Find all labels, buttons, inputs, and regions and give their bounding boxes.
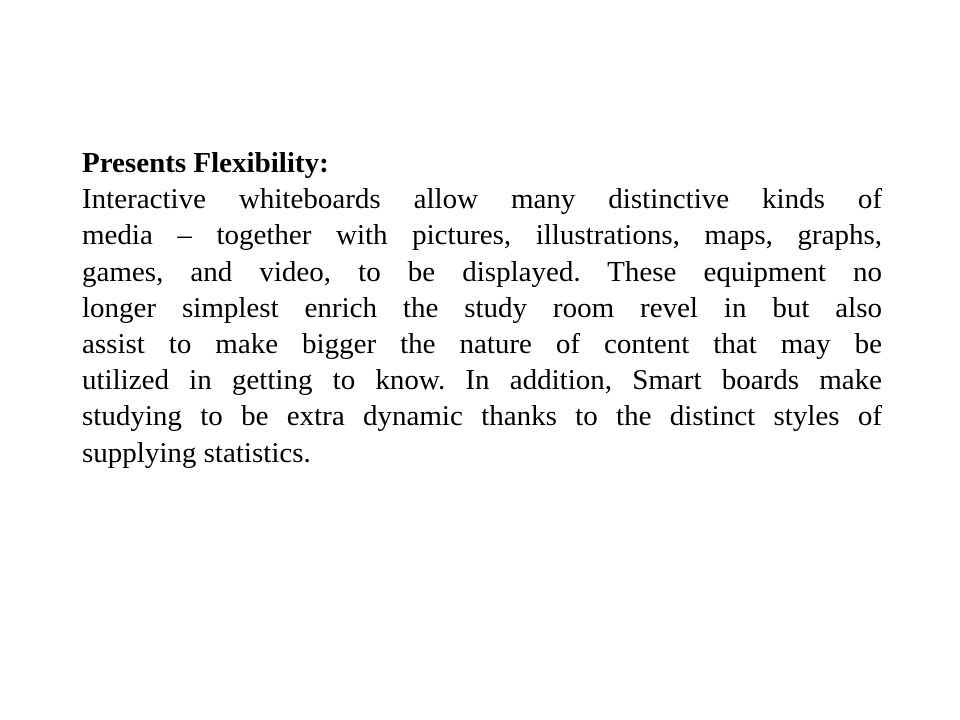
paragraph-line-8: supplying statistics. [82,436,311,469]
paragraph-line-7: studying to be extra dynamic thanks to the distinct styles of [82,400,882,433]
paragraph-line-5: assist to make bigger the nature of content that may be [82,328,882,361]
paragraph-line-4: longer simplest enrich the study room revel in but also [82,291,882,324]
paragraph-line-6: utilized in getting to know. In addition, Smart boards make [82,364,882,397]
slide-heading: Presents Flexibility: [82,147,329,179]
body-text-block [82,145,882,471]
paragraph-line-1: Interactive whiteboards allow many distinctive kinds of [82,183,882,216]
paragraph-line-3: games, and video, to be displayed. These equipment no [82,255,882,288]
paragraph-line-2: media – together with pictures, illustrations, maps, graphs, [82,219,882,252]
